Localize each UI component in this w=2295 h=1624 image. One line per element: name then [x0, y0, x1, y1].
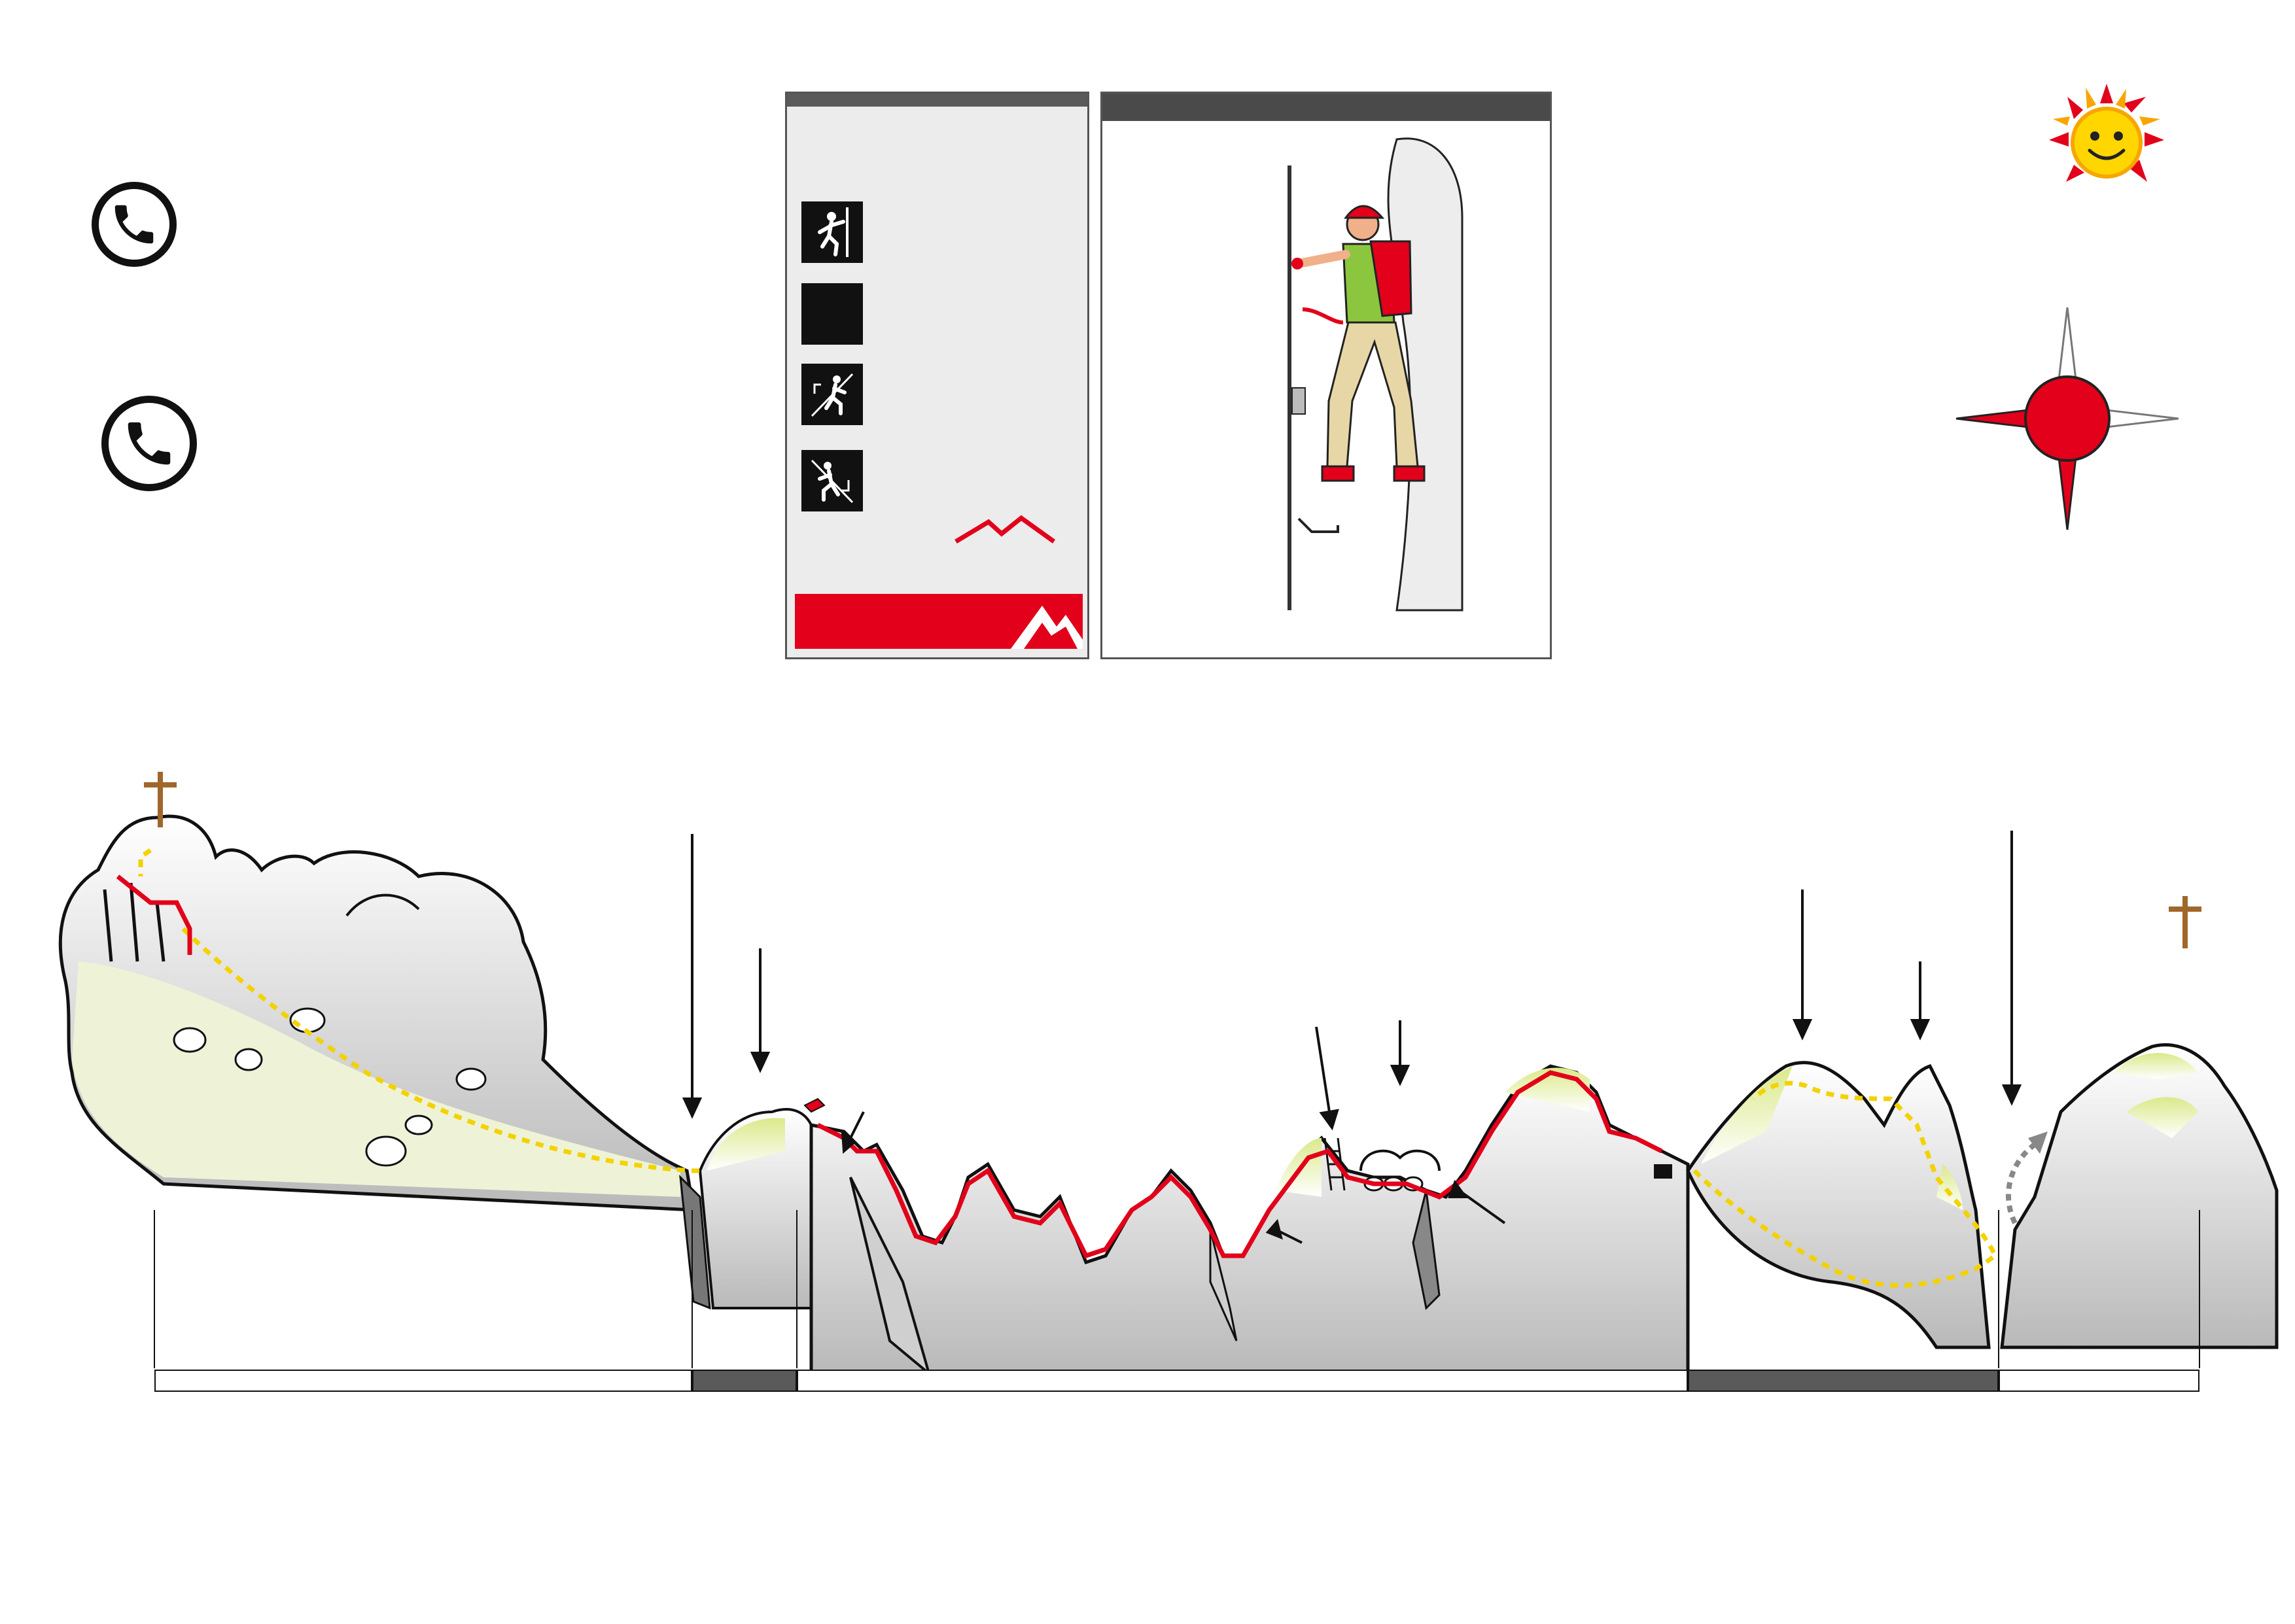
segment-ferrata — [797, 1370, 1688, 1392]
segment-einstieg — [692, 1370, 797, 1392]
summit-cross-icon — [2169, 896, 2201, 948]
segment-scharte-porze — [1999, 1370, 2199, 1392]
segment-steigende — [1688, 1370, 1999, 1392]
segment-filmoorsattel-kinigat — [154, 1370, 692, 1392]
